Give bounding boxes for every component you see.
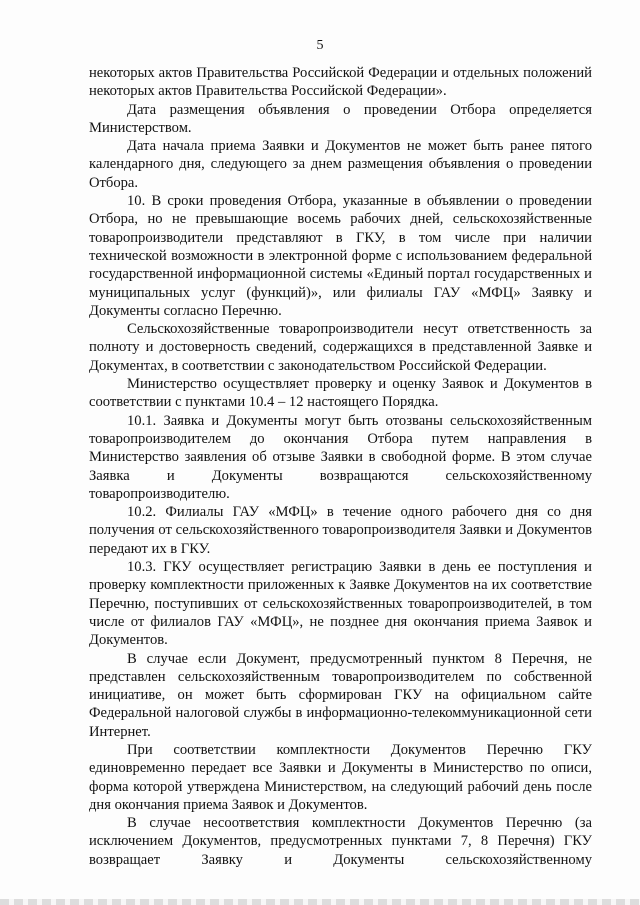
- paragraph: В случае если Документ, предусмотренный пунктом 8 Перечня, не представлен сельскохозяйственным товаропроизводителем по собственной инициативе, он может быть сформирован ГКУ на официальном сайте Федеральной налоговой службы в информационно-телекоммуникационной сети Интернет.: [89, 650, 592, 740]
- document-body: [89, 64, 592, 869]
- paragraph: В случае несоответствия комплектности Документов Перечню (за исключением Документов, предусмотренных пунктами 7, 8 Перечня) ГКУ возвращает Заявку и Документы сельскохозяйственному: [89, 815, 592, 868]
- paragraph: некоторых актов Правительства Российской Федерации и отдельных положений некоторых актов Правительства Российской Федерации».: [89, 65, 592, 100]
- paragraph: 10.2. Филиалы ГАУ «МФЦ» в течение одного рабочего дня со дня получения от сельскохозяйственного товаропроизводителя Заявки и Документов передают их в ГКУ.: [89, 504, 592, 557]
- paragraph: 10. В сроки проведения Отбора, указанные в объявлении о проведении Отбора, но не превышающие восемь рабочих дней, сельскохозяйственные товаропроизводители представляют в ГКУ, в том числе при наличии технической возможности в электронной форме с использованием федеральной государственной информационной системы «Единый портал государственных и муниципальных услуг (функций)», или филиалы ГАУ «МФЦ» Заявку и Документы согласно Перечню.: [89, 193, 592, 319]
- paragraph: При соответствии комплектности Документов Перечню ГКУ единовременно передает все Заявки и Документы в Министерство по описи, форма которой утверждена Министерством, на следующий рабочий день после дня окончания приема Заявок и Документов.: [89, 741, 592, 813]
- paragraph: Дата начала приема Заявки и Документов не может быть ранее пятого календарного дня, следующего за днем размещения объявления о проведении Отбора.: [89, 138, 592, 191]
- paragraph: Министерство осуществляет проверку и оценку Заявок и Документов в соответствии с пунктами 10.4 – 12 настоящего Порядка.: [89, 376, 592, 411]
- paragraph: 10.3. ГКУ осуществляет регистрацию Заявки в день ее поступления и проверку комплектности приложенных к Заявке Документов на их соответствие Перечню, поступивших от сельскохозяйственных товаропроизводителей, в том числе от филиалов ГАУ «МФЦ», не позднее дня окончания приема Заявок и Документов.: [89, 559, 592, 649]
- paragraph: Дата размещения объявления о проведении Отбора определяется Министерством.: [89, 101, 592, 136]
- paragraph: 10.1. Заявка и Документы могут быть отозваны сельскохозяйственным товаропроизводителем до окончания Отбора путем направления в Министерство заявления об отзыве Заявки в свободной форме. В этом случае Заявка и Документы возвращаются сельскохозяйственному товаропроизводителю.: [89, 412, 592, 502]
- scan-bottom-edge: [0, 899, 640, 905]
- page-number: 5: [316, 38, 324, 53]
- paragraph: Сельскохозяйственные товаропроизводители несут ответственность за полноту и достоверность сведений, содержащихся в представленной Заявке и Документах, в соответствии с законодательством Российской Федерации.: [89, 321, 592, 374]
